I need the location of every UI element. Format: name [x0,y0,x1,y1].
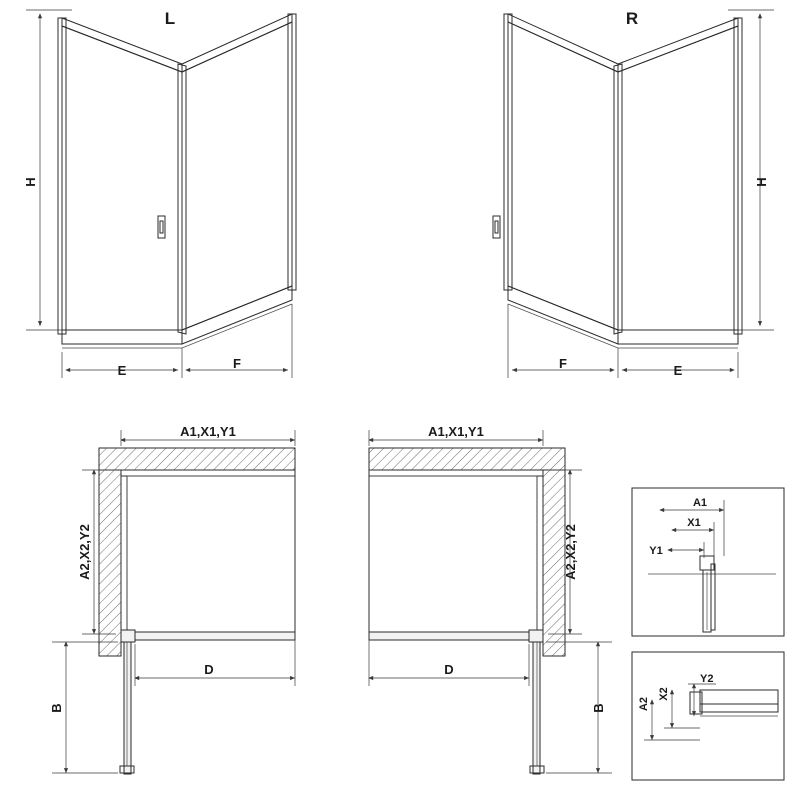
detail-lower-label-x2: X2 [658,687,670,701]
front-right-dim-label-F: F [233,356,241,371]
plan-left-top-dim-label: A1,X1,Y1 [180,424,236,439]
front-left-dim-label-F: F [559,356,567,371]
plan-right-top-dim-label: A1,X1,Y1 [428,424,484,439]
height-dim-label-left: H [23,177,38,187]
detail-lower-label-y2: Y2 [700,673,714,685]
plan-left-inner-dim-label: D [204,662,214,677]
right-hand-3d-view [493,9,774,378]
left-hand-plan-view [49,424,295,774]
detail-lower-label-a2: A2 [638,696,650,712]
height-dim-label-right: H [754,177,769,187]
detail-upper-label-x1: X1 [687,517,701,529]
plan-right-inner-dim-label: D [444,662,454,677]
profile-detail-lower [632,652,784,780]
plan-right-door-dim-label: B [591,703,606,713]
profile-detail-upper [632,488,784,636]
detail-upper-label-y1: Y1 [649,545,663,557]
detail-upper-label-a1: A1 [692,497,708,509]
plan-left-side-dim-label: A2,X2,Y2 [77,524,92,580]
plan-right-side-dim-label: A2,X2,Y2 [563,524,578,580]
view-label-R: R [625,9,639,28]
front-right-dim-label-E: E [673,363,683,378]
left-hand-3d-view [23,9,296,378]
view-label-L: L [164,9,176,28]
right-hand-plan-view [369,424,612,774]
front-left-dim-label-E: E [117,363,127,378]
plan-left-door-dim-label: B [49,703,64,713]
